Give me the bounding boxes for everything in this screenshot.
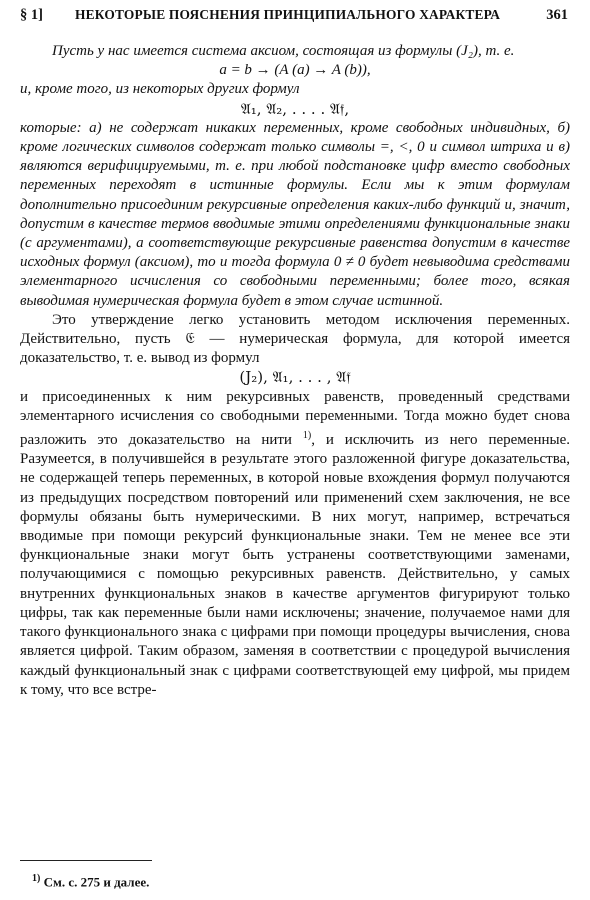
proof-text-a: и присоединенных к ним рекурсивных равенств, проведенный средствами элементарного исчисления со свободными переменными. Тогда можно будет снова разложить это доказательство на нити bbox=[20, 388, 570, 449]
footnote bbox=[32, 873, 149, 890]
proof-body bbox=[20, 388, 570, 700]
theorem-body: которые: а) не содержат никаких переменных, кроме свободных индивидных, б) кроме логических символов содержат только символы =, <, 0 и символ штриха и в) являются верифицируемыми, т. е. при любой подстановке цифр вместо свободных переменных переходят в истинные формулы. Если мы к этим формулам дополнительно присоединим рекурсивные определения каких-либо функций и, значит, допустим в качестве термов вводимые этими определениями функциональные знаки (с аргументами), а соответствующие рекурсивные равенства допустим в качестве исходных формул (аксиом), то и тогда формула 0 ≠ 0 будет невыводима средствами элементарного исчисления со свободными переменными; более того, всякая выводимая нумерическая формула будет в этом случае истинной. bbox=[20, 119, 570, 309]
formula-premises: (J₂), 𝔄₁, . . . , 𝔄𝔣 bbox=[239, 368, 351, 387]
footnote-reference[interactable]: 1) bbox=[302, 430, 312, 442]
footnote-mark: 1) bbox=[32, 873, 41, 884]
formula-list: 𝔄₁, 𝔄₂, . . . . 𝔄𝔣, bbox=[240, 99, 350, 118]
running-header bbox=[20, 4, 568, 26]
footnote-text: См. с. 275 и далее. bbox=[43, 874, 150, 890]
page-number: 361 bbox=[546, 7, 568, 23]
formula-equality-axiom: a = b → (A (a) → A (b)), bbox=[219, 62, 371, 79]
section-number: § 1] bbox=[20, 7, 43, 23]
page-body bbox=[20, 42, 570, 700]
proof-intro: Это утверждение легко установить методом исключения переменных. Действительно, пусть 𝔈 — нумерическая формула, для которой имеется доказательство, т. е. вывод из формул bbox=[20, 311, 570, 367]
proof-text-b: , и исключить из него переменные. Разумеется, в получившейся в результате этого разложенной фигуре доказательства, не содержащей теперь переменных, в которой новые вхождения формул получаются из предыдущих посредством повторений или применений схем заключения, не все формулы обязаны быть нумерическими. В них могут, например, встречаться вводимые при помощи рекурсий функциональные знаки. Тем не менее все эти функциональные знаки могут быть устранены соответствующими заменами, получающимися с помощью рекурсивных равенств. Действительно, у самых внутренних функциональных знаков в качестве аргументов фигурируют только цифры, так как переменные были нами исключены; значение, получаемое нами для такого функционального знака с цифрами при помощи процедуры вычисления, снова является цифрой. Таким образом, заменяя в соответствии с процедурой вычисления каждый функциональный знак с цифрами соответствующей ему цифрой, мы придем к тому, что все встре- bbox=[20, 432, 570, 698]
theorem-continuation: и, кроме того, из некоторых других формул bbox=[20, 81, 300, 98]
running-title: НЕКОТОРЫЕ ПОЯСНЕНИЯ ПРИНЦИПИАЛЬНОГО ХАРАКТЕРА bbox=[75, 7, 501, 22]
theorem-intro: Пусть у нас имеется система аксиом, состоящая из формулы (J₂), т. е. bbox=[52, 43, 515, 59]
footnote-divider bbox=[20, 860, 152, 861]
